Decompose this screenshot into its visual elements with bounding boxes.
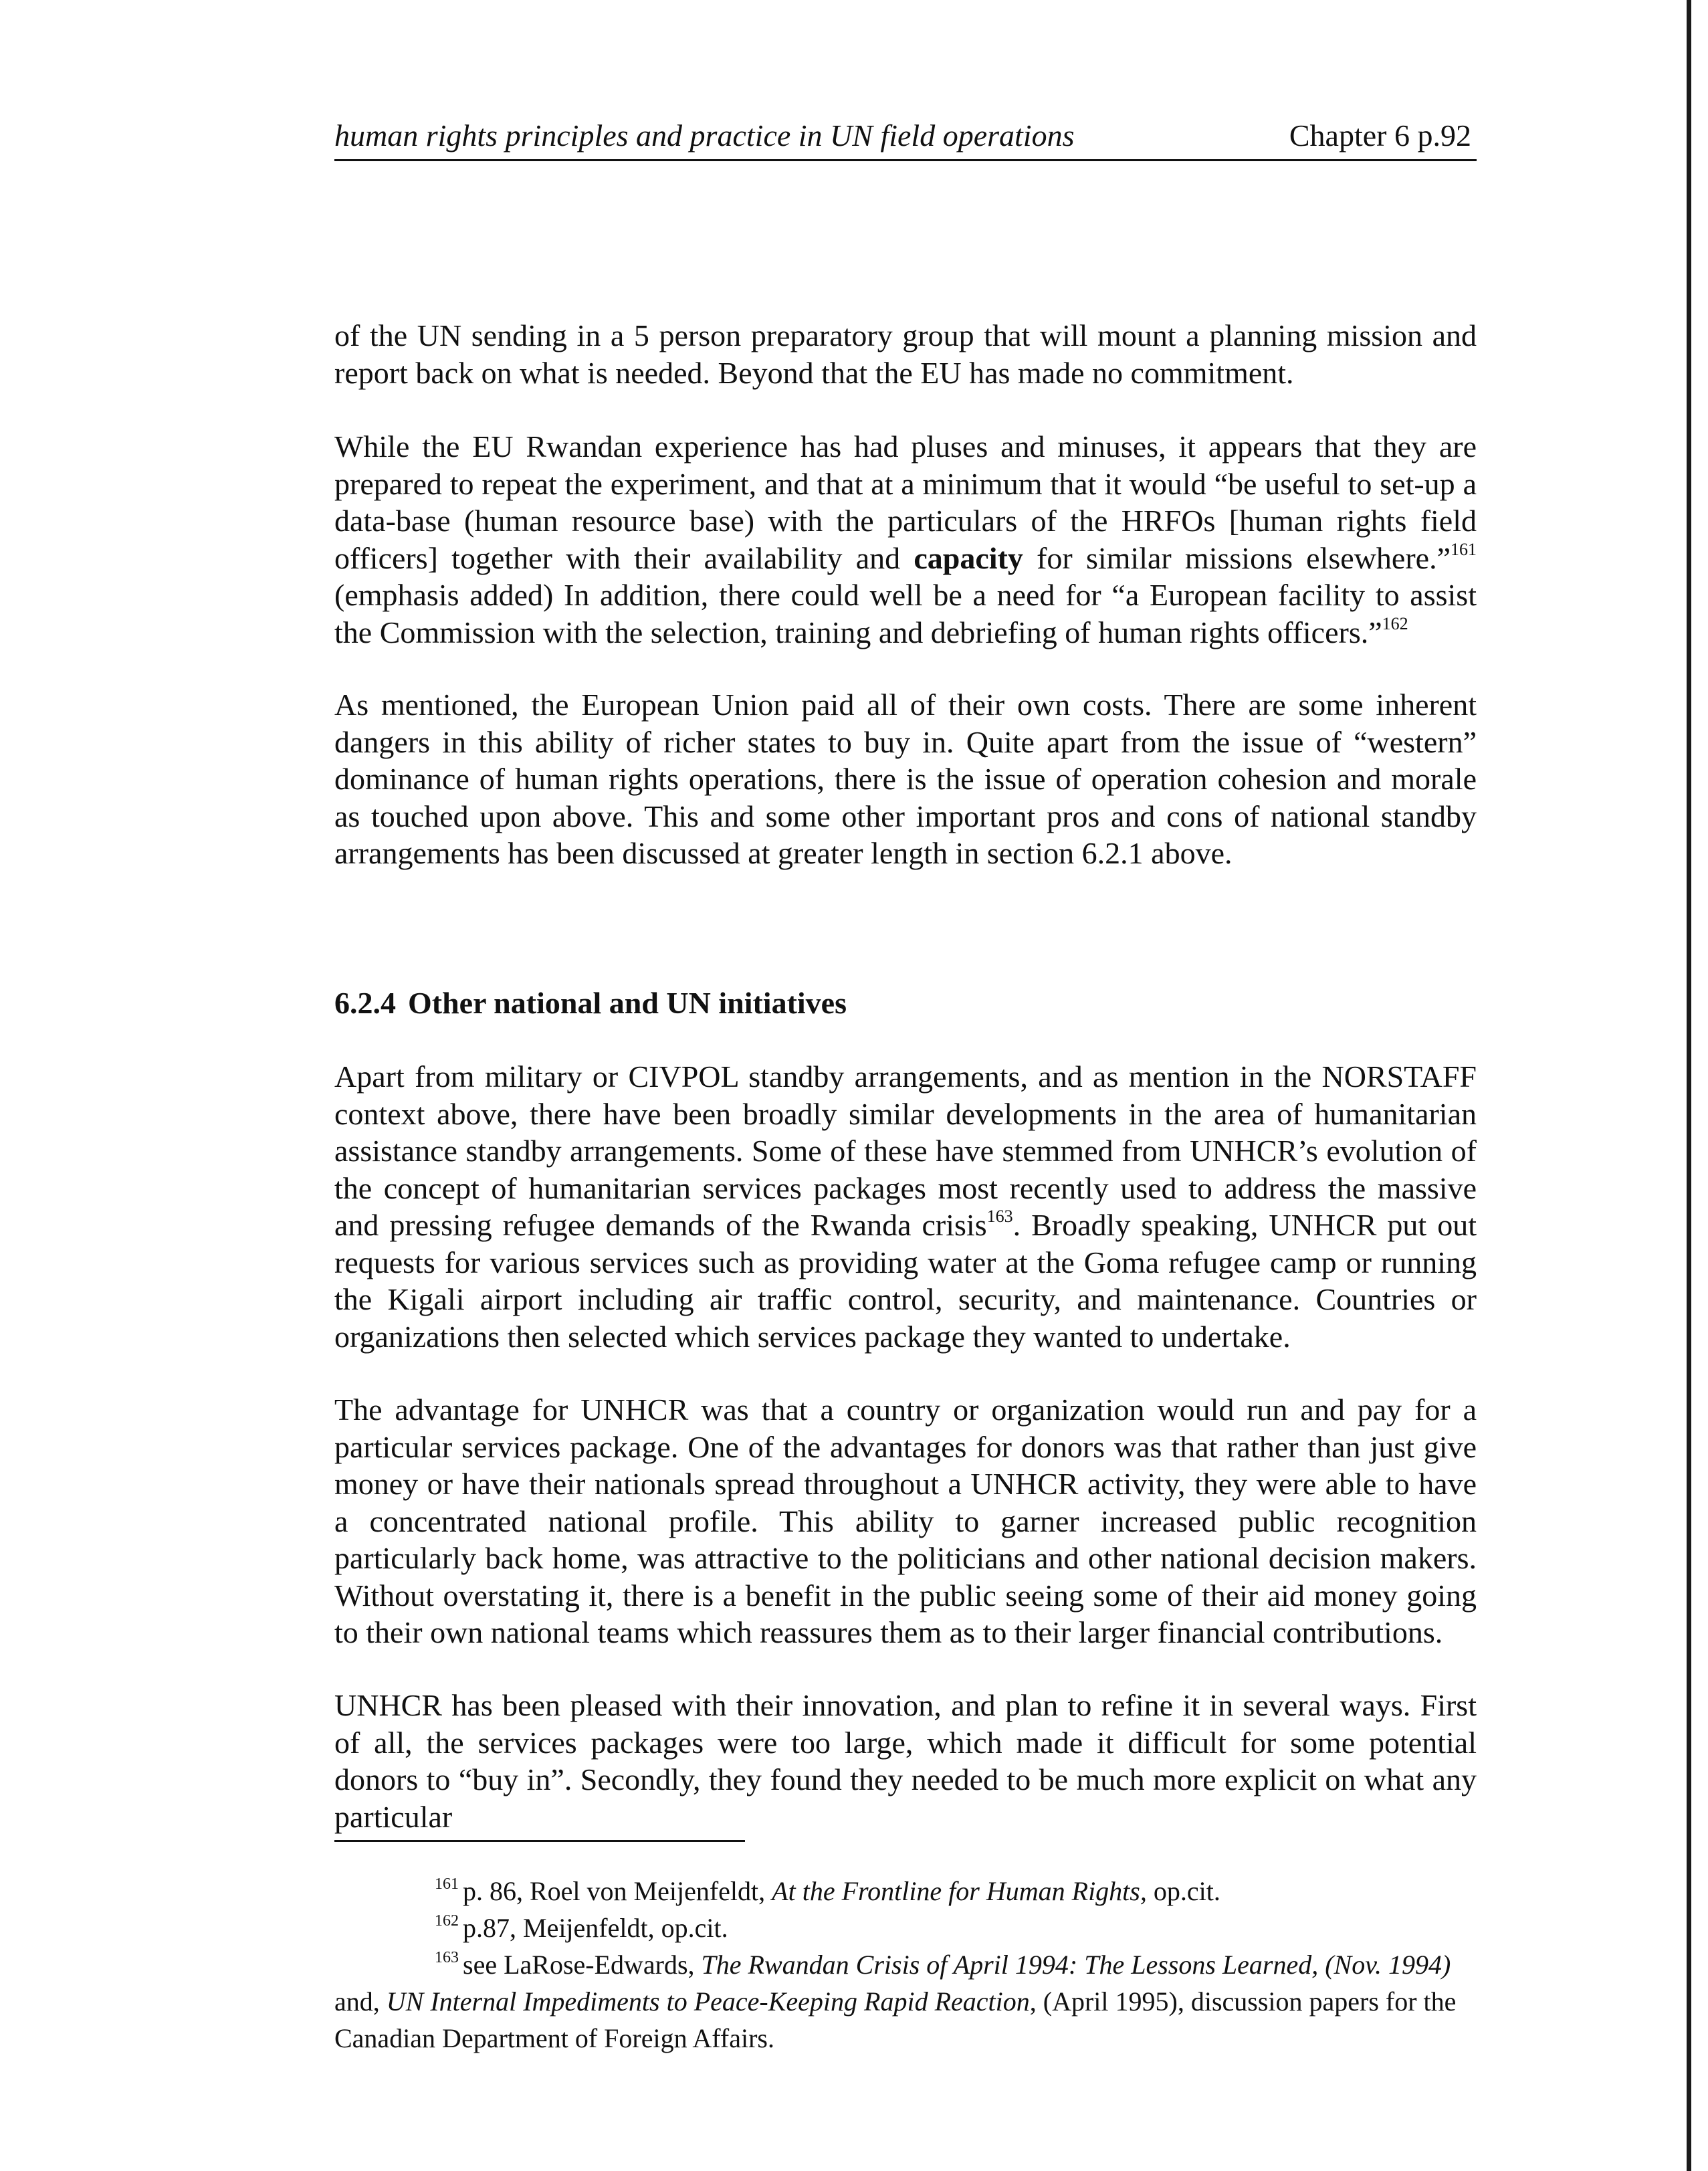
paragraph-3: As mentioned, the European Union paid all of their own costs. There are some inherent dangers in this ability of richer states to buy in. Quite apart from the issue of “western” dominance of human rights operations, there is the issue of operation cohesion and morale as touched upon above. This and some other important pros and cons of national standby arrangements has been discussed at greater length in section 6.2.1 above. bbox=[334, 688, 1477, 870]
paragraph-4-text-b: . Broadly speaking, UNHCR put out requests for various services such as providing water at the Goma refugee camp or running the Kigali airport including air traffic control, security, and maintenance. Countries or organizations then selected which services package they wanted to undertake. bbox=[334, 1208, 1477, 1354]
emphasis-capacity: capacity bbox=[914, 540, 1023, 575]
footnote-work-title: The Rwandan Crisis of April 1994: The Lessons Learned, (Nov. 1994) bbox=[701, 1950, 1451, 1980]
section-number: 6.2.4 bbox=[334, 986, 396, 1020]
running-header bbox=[334, 118, 1477, 161]
footnote-ref-162[interactable]: 162 bbox=[1382, 613, 1408, 633]
footnote-161 bbox=[334, 1873, 1477, 1909]
paragraph-2 bbox=[334, 428, 1477, 651]
paragraph-2-text-c: for similar missions elsewhere.” bbox=[1023, 540, 1451, 575]
footnote-work-title: At the Frontline for Human Rights, bbox=[772, 1876, 1147, 1906]
footnote-separator bbox=[334, 1840, 745, 1842]
footnote-ref-163[interactable]: 163 bbox=[986, 1207, 1013, 1226]
header-chapter-page: Chapter 6 p.92 bbox=[1289, 118, 1471, 152]
footnote-ref-161[interactable]: 161 bbox=[1451, 539, 1477, 559]
paragraph-4 bbox=[334, 1058, 1477, 1355]
section-title: Other national and UN initiatives bbox=[408, 986, 847, 1020]
header-title: human rights principles and practice in UN field operations bbox=[334, 118, 1075, 152]
paragraph-2-text-a: While the EU Rwandan experience has had pluses and minuses, it appears that they are prepared to repeat the experiment, and that at a minimum that it would “be useful to set-up a data-base (human resource base) with the particulars of the HRFOs [human rights field officers] together with their availability and bbox=[334, 429, 1477, 575]
footnote-work-title: UN Internal Impediments to Peace-Keeping Rapid Reaction bbox=[386, 1986, 1030, 2017]
paragraph-2-text-d: (emphasis added) In addition, there could well be a need for “a European facility to assist the Commission with the selection, training and debriefing of human rights officers.” bbox=[334, 578, 1477, 649]
footnote-162 bbox=[334, 1909, 1477, 1946]
paragraph-5: The advantage for UNHCR was that a country or organization would run and pay for a particular services package. One of the advantages for donors was that rather than just give money or have their nationals spread throughout a UNHCR activity, they were able to have a concentrated national profile. This ability to garner increased public recognition particularly back home, was attractive to the politicians and other national decision makers. Without overstating it, there is a benefit in the public seeing some of their aid money going to their own national teams which reassures them as to their larger financial contributions. bbox=[334, 1392, 1477, 1649]
paragraph-1: of the UN sending in a 5 person preparatory group that will mount a planning mission and report back on what is needed. Beyond that the EU has made no commitment. bbox=[334, 318, 1477, 390]
footnote-text: p.87, Meijenfeldt, op.cit. bbox=[463, 1913, 728, 1943]
paragraph-6: UNHCR has been pleased with their innovation, and plan to refine it in several ways. First of all, the services packages were too large, which made it difficult for some potential donors to “buy in”. Secondly, they found they needed to be much more explicit on what any particular bbox=[334, 1688, 1477, 1834]
section-heading bbox=[334, 983, 1477, 1023]
footnote-163 bbox=[334, 1946, 1477, 2057]
scan-edge-border bbox=[1687, 0, 1691, 2171]
footnote-number: 163 bbox=[435, 1949, 459, 1966]
footnote-text: and, bbox=[334, 1986, 387, 2017]
footnote-number: 162 bbox=[435, 1912, 459, 1930]
paragraph-4-text-a: Apart from military or CIVPOL standby arrangements, and as mention in the NORSTAFF context above, there have been broadly similar developments in the area of humanitarian assistance standby arrangements. Some of these have stemmed from UNHCR’s evolution of the concept of humanitarian services packages most recently used to address the massive and pressing refugee demands of the Rwanda crisis bbox=[334, 1059, 1477, 1242]
footnotes bbox=[334, 1873, 1477, 2057]
footnote-text: , (April 1995), discussion papers for the Canadian Department of Foreign Affairs. bbox=[334, 1986, 1457, 2053]
footnote-text: op.cit. bbox=[1146, 1876, 1220, 1906]
footnote-text: see LaRose-Edwards, bbox=[463, 1950, 702, 1980]
footnote-number: 161 bbox=[435, 1875, 459, 1893]
footnote-text: p. 86, Roel von Meijenfeldt, bbox=[463, 1876, 772, 1906]
